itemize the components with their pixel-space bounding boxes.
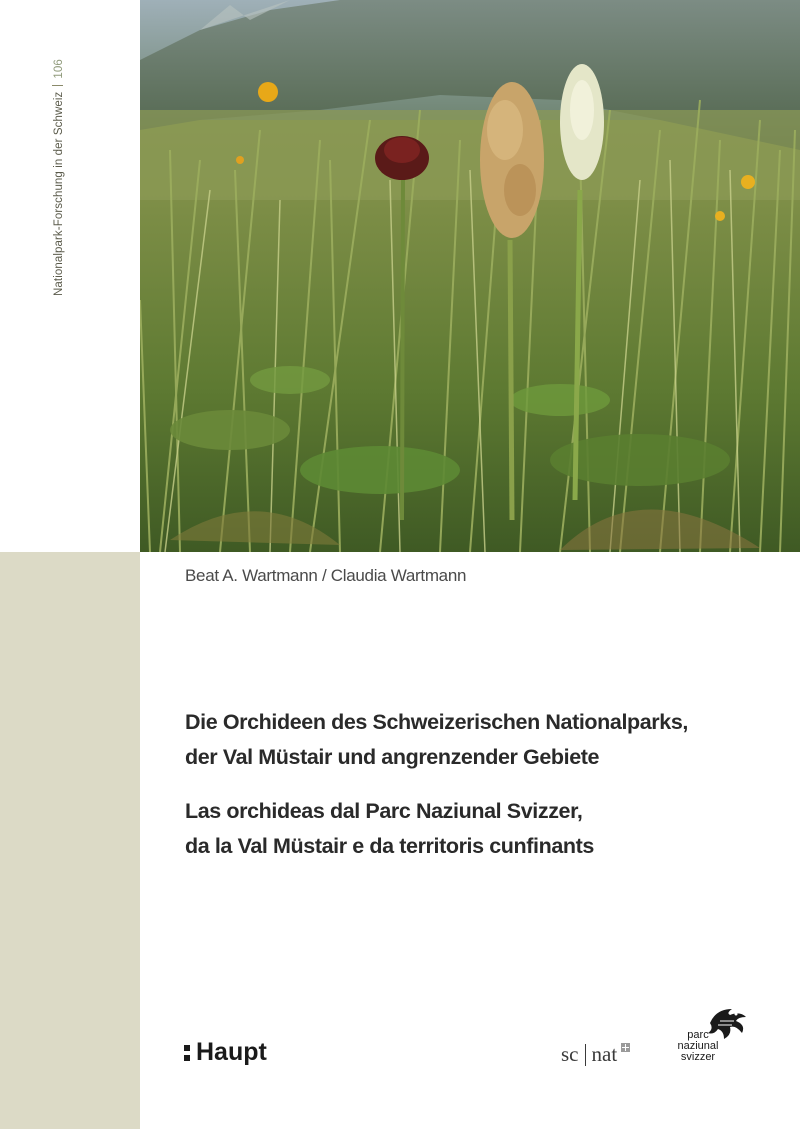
spine-white-panel xyxy=(0,0,140,552)
title-romansh-line-2: da la Val Müstair e da territoris cunfinants xyxy=(185,834,594,858)
publisher-name: Haupt xyxy=(196,1038,267,1066)
parc-line-2: naziunal xyxy=(677,1040,719,1052)
authors: Beat A. Wartmann / Claudia Wartmann xyxy=(185,566,467,585)
title-german-line-1: Die Orchideen des Schweizerischen Nationalparks, xyxy=(185,710,688,734)
scnat-logo xyxy=(561,1042,630,1067)
parc-line-1: parc xyxy=(687,1029,709,1041)
series-label xyxy=(52,59,65,296)
publisher-mark-icon xyxy=(184,1045,190,1061)
spine-beige-panel xyxy=(0,552,140,1129)
book-titles xyxy=(185,705,785,864)
scnat-left: sc xyxy=(561,1042,579,1066)
title-german-line-2: der Val Müstair und angrenzender Gebiete xyxy=(185,745,600,769)
parc-text xyxy=(668,1030,728,1063)
series-title: Nationalpark-Forschung in der Schweiz xyxy=(53,91,65,296)
publisher-logo xyxy=(184,1038,267,1067)
parc-naziunal-logo xyxy=(668,1005,758,1067)
scnat-divider xyxy=(585,1044,586,1066)
scnat-right: nat xyxy=(591,1042,618,1066)
title-romansh-line-1: Las orchideas dal Parc Naziunal Svizzer, xyxy=(185,799,583,823)
series-number: 106 xyxy=(53,59,65,79)
series-divider xyxy=(52,85,63,86)
cover-photo-orchid-meadow xyxy=(140,0,800,552)
swiss-cross-icon xyxy=(621,1043,630,1052)
parc-line-3: svizzer xyxy=(680,1051,716,1063)
